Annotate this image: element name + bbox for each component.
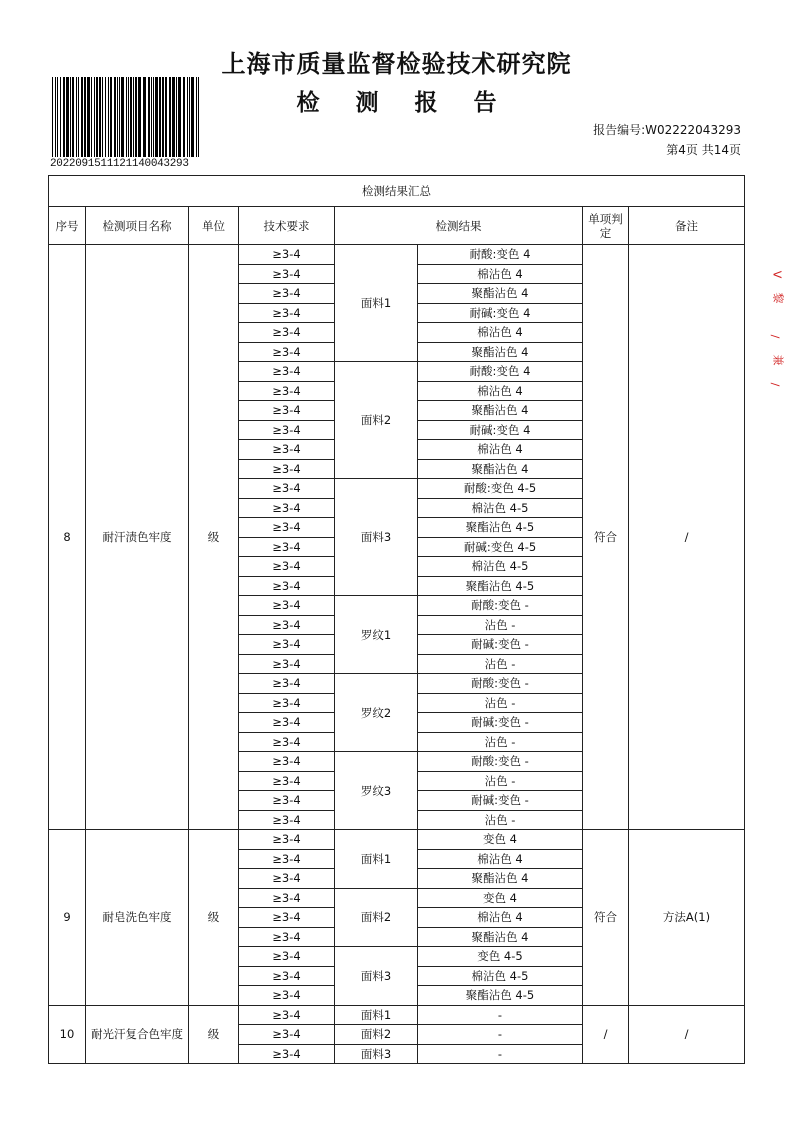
result-cell: 耐酸:变色 -	[418, 596, 583, 616]
requirement-cell: ≥3-4	[239, 908, 335, 928]
requirement-cell: ≥3-4	[239, 771, 335, 791]
barcode-bar	[183, 77, 185, 157]
sample-name: 面料1	[335, 245, 418, 362]
result-cell: 耐酸:变色 4	[418, 362, 583, 382]
sample-name: 面料1	[335, 1005, 418, 1025]
seal-stamp-fragment: /	[768, 334, 782, 339]
sample-name: 面料3	[335, 479, 418, 596]
result-cell: 聚酯沾色 4	[418, 401, 583, 421]
requirement-cell: ≥3-4	[239, 635, 335, 655]
result-cell: 变色 4	[418, 888, 583, 908]
barcode-bar	[153, 77, 154, 157]
item-number: 8	[49, 245, 86, 830]
barcode-bar	[119, 77, 120, 157]
item-remark: /	[629, 1005, 745, 1064]
report-title: 检 测 报 告	[296, 89, 511, 116]
result-cell: 耐碱:变色 4	[418, 303, 583, 323]
sample-name: 面料2	[335, 1025, 418, 1045]
requirement-cell: ≥3-4	[239, 810, 335, 830]
barcode-bar	[126, 77, 127, 157]
requirement-cell: ≥3-4	[239, 459, 335, 479]
requirement-cell: ≥3-4	[239, 947, 335, 967]
barcode-bar	[81, 77, 83, 157]
result-cell: 聚酯沾色 4-5	[418, 576, 583, 596]
result-cell: 聚酯沾色 4-5	[418, 518, 583, 538]
requirement-cell: ≥3-4	[239, 615, 335, 635]
requirement-cell: ≥3-4	[239, 674, 335, 694]
result-cell: 耐酸:变色 -	[418, 674, 583, 694]
table-row	[49, 830, 745, 850]
barcode-bar	[72, 77, 74, 157]
item-remark: 方法A(1)	[629, 830, 745, 1006]
item-remark: /	[629, 245, 745, 830]
result-cell: 棉沾色 4-5	[418, 557, 583, 577]
result-cell: 棉沾色 4	[418, 264, 583, 284]
requirement-cell: ≥3-4	[239, 1044, 335, 1064]
barcode-bar	[76, 77, 77, 157]
result-cell: 耐酸:变色 4	[418, 245, 583, 265]
barcode-bar	[121, 77, 124, 157]
requirement-cell: ≥3-4	[239, 869, 335, 889]
requirement-cell: ≥3-4	[239, 576, 335, 596]
item-number: 9	[49, 830, 86, 1006]
item-unit: 级	[189, 1005, 239, 1064]
result-cell: 耐酸:变色 -	[418, 752, 583, 772]
result-cell: 聚酯沾色 4	[418, 927, 583, 947]
result-cell: -	[418, 1005, 583, 1025]
requirement-cell: ≥3-4	[239, 752, 335, 772]
barcode-bar	[84, 77, 86, 157]
requirement-cell: ≥3-4	[239, 986, 335, 1006]
table-row	[49, 245, 745, 265]
barcode-bar	[189, 77, 190, 157]
requirement-cell: ≥3-4	[239, 732, 335, 752]
page-info: 第4页 共14页	[666, 143, 741, 157]
result-cell: 沾色 -	[418, 615, 583, 635]
result-cell: 耐酸:变色 4-5	[418, 479, 583, 499]
column-header-requirement: 技术要求	[239, 207, 335, 245]
requirement-cell: ≥3-4	[239, 401, 335, 421]
seal-stamp-fragment: 兼	[771, 354, 785, 366]
barcode-bar	[196, 77, 197, 157]
barcode-bar	[130, 77, 132, 157]
result-cell: 耐碱:变色 4-5	[418, 537, 583, 557]
barcode-bar	[133, 77, 134, 157]
barcode-bar	[63, 77, 65, 157]
item-name: 耐汗渍色牢度	[86, 245, 189, 830]
barcode-bar	[176, 77, 177, 157]
barcode-bar	[57, 77, 58, 157]
barcode-bar	[191, 77, 194, 157]
result-cell: 棉沾色 4	[418, 323, 583, 343]
requirement-cell: ≥3-4	[239, 693, 335, 713]
sample-name: 面料2	[335, 362, 418, 479]
barcode-bar	[78, 77, 79, 157]
result-cell: 聚酯沾色 4	[418, 342, 583, 362]
item-name: 耐光汗复合色牢度	[86, 1005, 189, 1064]
result-cell: 变色 4	[418, 830, 583, 850]
barcode-bar	[143, 77, 146, 157]
column-header-judgement: 单项判定	[583, 207, 629, 245]
barcode-bar	[99, 77, 101, 157]
barcode-bar	[60, 77, 61, 157]
barcode-bar	[114, 77, 116, 157]
barcode-bar	[165, 77, 167, 157]
barcode-bar	[135, 77, 137, 157]
sample-name: 面料1	[335, 830, 418, 889]
barcode-bar	[148, 77, 150, 157]
barcode-bar	[110, 77, 112, 157]
column-header-item-name: 检测项目名称	[86, 207, 189, 245]
institute-name: 上海市质量监督检验技术研究院	[221, 49, 572, 78]
column-header-remark: 备注	[629, 207, 745, 245]
barcode-bar	[91, 77, 92, 157]
requirement-cell: ≥3-4	[239, 849, 335, 869]
result-cell: 聚酯沾色 4	[418, 869, 583, 889]
seal-stamp-fragment: V	[770, 270, 784, 279]
column-header-no: 序号	[49, 207, 86, 245]
requirement-cell: ≥3-4	[239, 537, 335, 557]
seal-stamp-fragment: /	[768, 382, 782, 387]
barcode-bar	[198, 77, 199, 157]
barcode-bar	[108, 77, 109, 157]
barcode-bar	[187, 77, 188, 157]
barcode-bar	[178, 77, 181, 157]
requirement-cell: ≥3-4	[239, 791, 335, 811]
barcode-bar	[102, 77, 103, 157]
requirement-cell: ≥3-4	[239, 596, 335, 616]
barcode-bar	[96, 77, 98, 157]
result-cell: 耐碱:变色 -	[418, 635, 583, 655]
result-cell: 沾色 -	[418, 810, 583, 830]
column-header-result: 检测结果	[335, 207, 583, 245]
result-cell: 棉沾色 4	[418, 908, 583, 928]
requirement-cell: ≥3-4	[239, 713, 335, 733]
requirement-cell: ≥3-4	[239, 966, 335, 986]
result-cell: 聚酯沾色 4	[418, 459, 583, 479]
barcode-bar	[162, 77, 164, 157]
sample-name: 面料3	[335, 947, 418, 1006]
barcode-bar	[128, 77, 129, 157]
barcode-bar	[117, 77, 118, 157]
requirement-cell: ≥3-4	[239, 1005, 335, 1025]
barcode-bar	[55, 77, 56, 157]
result-cell: 耐碱:变色 -	[418, 791, 583, 811]
sample-name: 罗纹2	[335, 674, 418, 752]
requirement-cell: ≥3-4	[239, 362, 335, 382]
barcode-bar	[105, 77, 106, 157]
result-cell: 聚酯沾色 4-5	[418, 986, 583, 1006]
requirement-cell: ≥3-4	[239, 303, 335, 323]
requirement-cell: ≥3-4	[239, 498, 335, 518]
barcode-number: 2022091511121140043293	[50, 158, 189, 170]
result-cell: 沾色 -	[418, 693, 583, 713]
requirement-cell: ≥3-4	[239, 830, 335, 850]
requirement-cell: ≥3-4	[239, 284, 335, 304]
requirement-cell: ≥3-4	[239, 654, 335, 674]
barcode-bar	[172, 77, 175, 157]
requirement-cell: ≥3-4	[239, 381, 335, 401]
requirement-cell: ≥3-4	[239, 888, 335, 908]
result-cell: 棉沾色 4	[418, 849, 583, 869]
sample-name: 罗纹3	[335, 752, 418, 830]
requirement-cell: ≥3-4	[239, 479, 335, 499]
results-summary-table	[48, 175, 745, 1064]
result-cell: 沾色 -	[418, 732, 583, 752]
item-number: 10	[49, 1005, 86, 1064]
result-cell: 棉沾色 4	[418, 381, 583, 401]
requirement-cell: ≥3-4	[239, 518, 335, 538]
result-cell: 沾色 -	[418, 771, 583, 791]
sample-name: 面料3	[335, 1044, 418, 1064]
result-cell: 变色 4-5	[418, 947, 583, 967]
item-unit: 级	[189, 830, 239, 1006]
barcode-bar	[159, 77, 161, 157]
requirement-cell: ≥3-4	[239, 420, 335, 440]
result-cell: 沾色 -	[418, 654, 583, 674]
barcode-bar	[138, 77, 141, 157]
requirement-cell: ≥3-4	[239, 557, 335, 577]
seal-stamp-fragment: 黎	[771, 292, 785, 304]
barcode-bar	[169, 77, 171, 157]
sample-name: 罗纹1	[335, 596, 418, 674]
requirement-cell: ≥3-4	[239, 323, 335, 343]
item-judgement: /	[583, 1005, 629, 1064]
item-judgement: 符合	[583, 830, 629, 1006]
barcode-bar	[155, 77, 158, 157]
table-row	[49, 1005, 745, 1025]
barcode-bar	[87, 77, 90, 157]
requirement-cell: ≥3-4	[239, 927, 335, 947]
requirement-cell: ≥3-4	[239, 440, 335, 460]
result-cell: 耐碱:变色 -	[418, 713, 583, 733]
result-cell: 聚酯沾色 4	[418, 284, 583, 304]
requirement-cell: ≥3-4	[239, 264, 335, 284]
barcode-bar	[151, 77, 152, 157]
result-cell: 棉沾色 4-5	[418, 966, 583, 986]
column-header-unit: 单位	[189, 207, 239, 245]
barcode-bar	[94, 77, 95, 157]
report-number: 报告编号:W02222043293	[593, 123, 741, 137]
item-name: 耐皂洗色牢度	[86, 830, 189, 1006]
item-unit: 级	[189, 245, 239, 830]
sample-name: 面料2	[335, 888, 418, 947]
result-cell: 棉沾色 4-5	[418, 498, 583, 518]
requirement-cell: ≥3-4	[239, 342, 335, 362]
barcode-bar	[66, 77, 69, 157]
result-cell: 耐碱:变色 4	[418, 420, 583, 440]
barcode-image	[52, 77, 202, 157]
barcode-bar	[52, 77, 53, 157]
item-judgement: 符合	[583, 245, 629, 830]
barcode-bar	[70, 77, 71, 157]
result-cell: -	[418, 1025, 583, 1045]
requirement-cell: ≥3-4	[239, 1025, 335, 1045]
result-cell: 棉沾色 4	[418, 440, 583, 460]
result-cell: -	[418, 1044, 583, 1064]
table-title: 检测结果汇总	[49, 176, 745, 207]
requirement-cell: ≥3-4	[239, 245, 335, 265]
